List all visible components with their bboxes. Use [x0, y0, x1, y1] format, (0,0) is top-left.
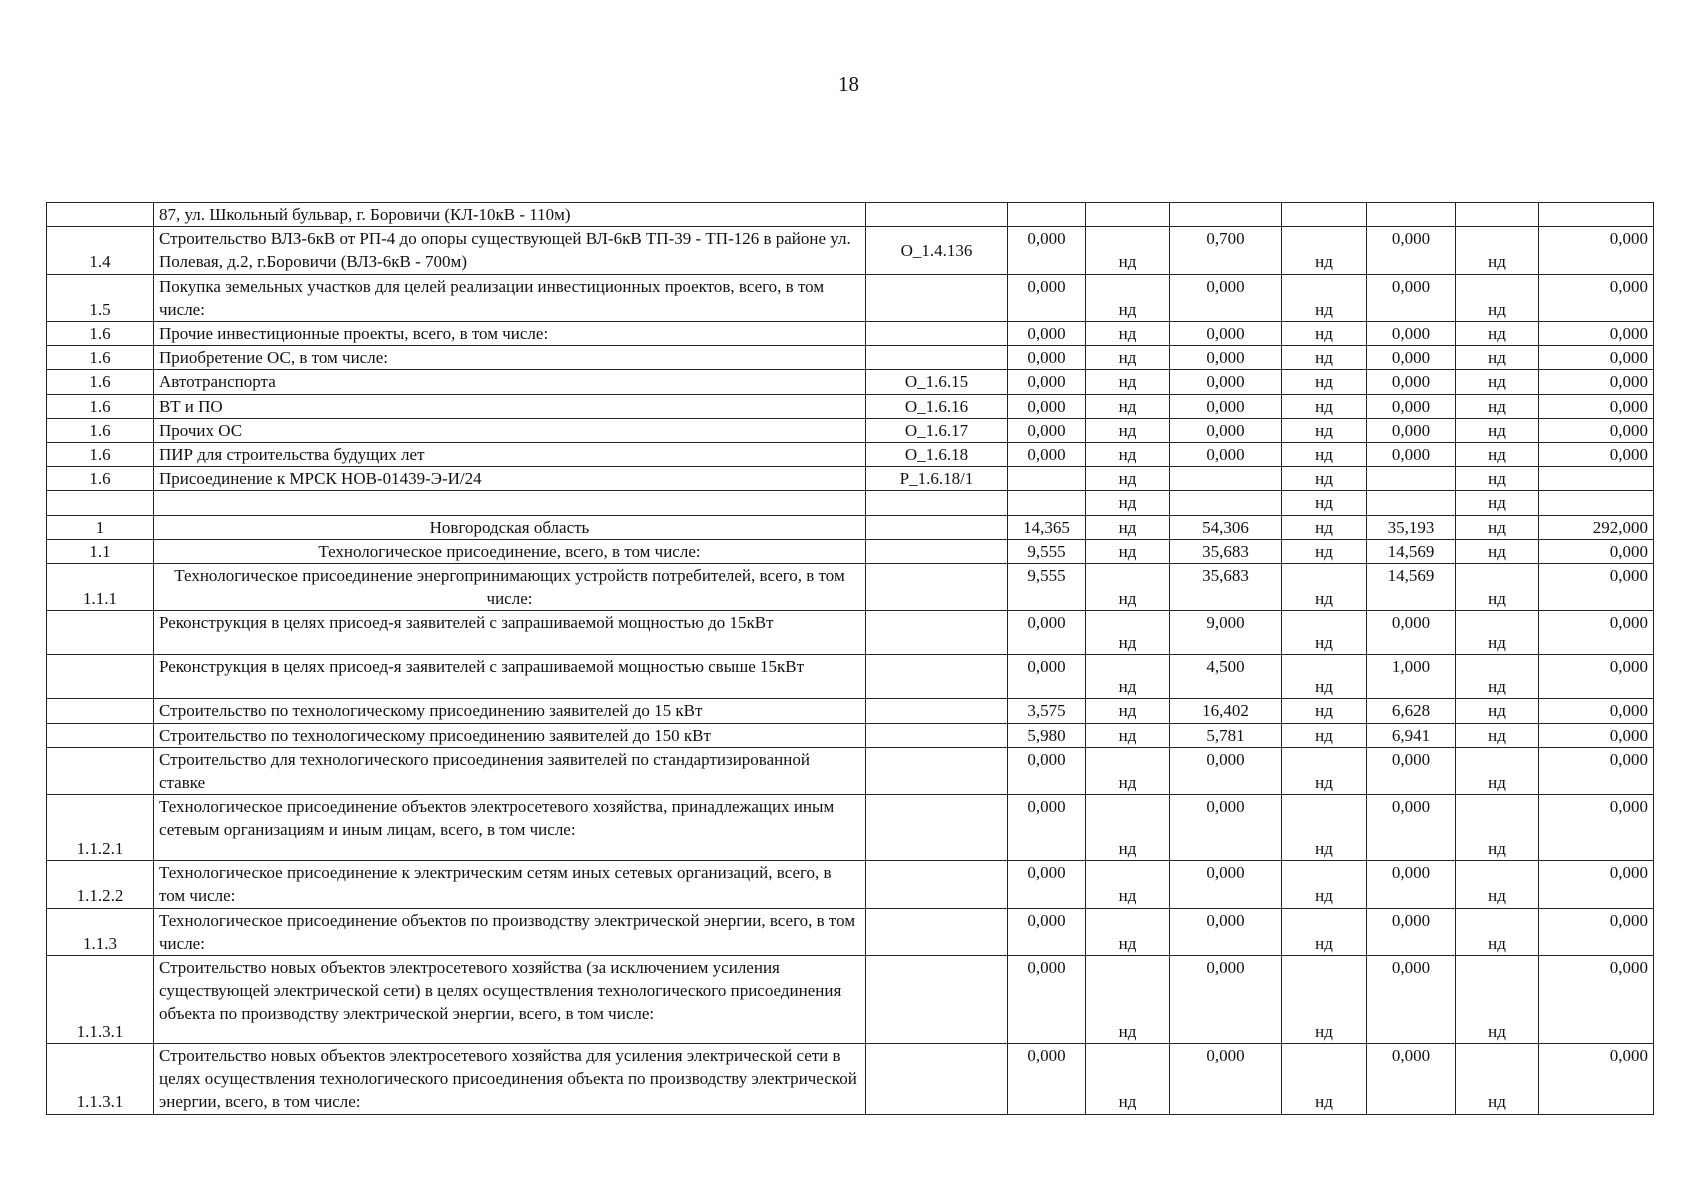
- value-cell-3: 1,000: [1367, 655, 1456, 699]
- value-cell-2: 5,781: [1170, 723, 1282, 747]
- row-code-cell: [866, 723, 1008, 747]
- value-cell-4: [1539, 467, 1654, 491]
- value-cell-2: 4,500: [1170, 655, 1282, 699]
- nd-cell-1: нд: [1086, 322, 1170, 346]
- value-cell-1: [1008, 467, 1086, 491]
- value-cell-4: [1539, 491, 1654, 515]
- row-number-cell: 1.6: [47, 346, 154, 370]
- table-row: [47, 346, 1654, 370]
- nd-cell-3: нд: [1456, 747, 1539, 794]
- nd-cell-3: нд: [1456, 539, 1539, 563]
- value-cell-2: 35,683: [1170, 539, 1282, 563]
- value-cell-3: 0,000: [1367, 795, 1456, 861]
- nd-cell-2: нд: [1282, 956, 1367, 1044]
- row-code-cell: О_1.6.18: [866, 443, 1008, 467]
- value-cell-2: 0,000: [1170, 908, 1282, 955]
- row-code-cell: [866, 539, 1008, 563]
- nd-cell-2: нд: [1282, 443, 1367, 467]
- row-code-cell: О_1.6.15: [866, 370, 1008, 394]
- value-cell-3: 0,000: [1367, 322, 1456, 346]
- nd-cell-1: нд: [1086, 699, 1170, 723]
- nd-cell-3: нд: [1456, 322, 1539, 346]
- row-name-cell: Строительство новых объектов электросетевого хозяйства (за исключением усиления существующей электрической сети) в целях осуществления технологического присоединения объекта по производству электрической энергии, всего, в том числе:: [154, 956, 866, 1044]
- nd-cell-2: нд: [1282, 908, 1367, 955]
- row-name-cell: Прочих ОС: [154, 418, 866, 442]
- value-cell-3: 0,000: [1367, 1044, 1456, 1115]
- row-name-cell: Присоединение к МРСК НОВ-01439-Э-И/24: [154, 467, 866, 491]
- nd-cell-2: нд: [1282, 274, 1367, 321]
- row-name-cell: Строительство по технологическому присоединению заявителей до 15 кВт: [154, 699, 866, 723]
- row-code-cell: [866, 346, 1008, 370]
- value-cell-2: 0,000: [1170, 747, 1282, 794]
- value-cell-1: 0,000: [1008, 655, 1086, 699]
- row-name-cell: Новгородская область: [154, 515, 866, 539]
- row-name-cell: Технологическое присоединение энергопринимающих устройств потребителей, всего, в том числе:: [154, 564, 866, 611]
- row-name-cell: ВТ и ПО: [154, 394, 866, 418]
- row-number-cell: [47, 747, 154, 794]
- value-cell-4: 0,000: [1539, 564, 1654, 611]
- row-name-cell: Строительство для технологического присоединения заявителей по стандартизированной ставке: [154, 747, 866, 794]
- row-name-cell: Строительство новых объектов электросетевого хозяйства для усиления электрической сети в целях осуществления технологического присоединения объекта по производству электрической энергии, всего, в том числе:: [154, 1044, 866, 1115]
- table-row: [47, 418, 1654, 442]
- value-cell-1: 0,000: [1008, 394, 1086, 418]
- table-row: [47, 227, 1654, 274]
- row-name-cell: Прочие инвестиционные проекты, всего, в том числе:: [154, 322, 866, 346]
- row-code-cell: [866, 322, 1008, 346]
- value-cell-3: 0,000: [1367, 418, 1456, 442]
- value-cell-3: 0,000: [1367, 861, 1456, 908]
- nd-cell-2: нд: [1282, 467, 1367, 491]
- row-code-cell: [866, 515, 1008, 539]
- row-number-cell: [47, 611, 154, 655]
- value-cell-2: 0,000: [1170, 346, 1282, 370]
- nd-cell-1: [1086, 203, 1170, 227]
- value-cell-1: [1008, 203, 1086, 227]
- row-code-cell: [866, 795, 1008, 861]
- value-cell-2: [1170, 467, 1282, 491]
- table-row: [47, 956, 1654, 1044]
- value-cell-4: 292,000: [1539, 515, 1654, 539]
- value-cell-2: 0,000: [1170, 795, 1282, 861]
- row-number-cell: 1.6: [47, 394, 154, 418]
- value-cell-4: 0,000: [1539, 394, 1654, 418]
- table-row: [47, 539, 1654, 563]
- value-cell-4: 0,000: [1539, 418, 1654, 442]
- row-code-cell: [866, 908, 1008, 955]
- table-row: [47, 795, 1654, 861]
- value-cell-2: 0,000: [1170, 322, 1282, 346]
- value-cell-4: [1539, 203, 1654, 227]
- nd-cell-1: нд: [1086, 564, 1170, 611]
- table-row: [47, 515, 1654, 539]
- value-cell-2: 9,000: [1170, 611, 1282, 655]
- value-cell-3: 0,000: [1367, 346, 1456, 370]
- row-name-cell: Технологическое присоединение к электрическим сетям иных сетевых организаций, всего, в том числе:: [154, 861, 866, 908]
- value-cell-4: 0,000: [1539, 1044, 1654, 1115]
- table-body: [47, 203, 1654, 1115]
- value-cell-2: 0,000: [1170, 418, 1282, 442]
- row-number-cell: 1.6: [47, 322, 154, 346]
- value-cell-3: 35,193: [1367, 515, 1456, 539]
- row-number-cell: 1.1.3.1: [47, 956, 154, 1044]
- row-name-cell: 87, ул. Школьный бульвар, г. Боровичи (КЛ-10кВ - 110м): [154, 203, 866, 227]
- value-cell-1: 0,000: [1008, 418, 1086, 442]
- table-row: [47, 723, 1654, 747]
- nd-cell-1: нд: [1086, 956, 1170, 1044]
- value-cell-2: [1170, 203, 1282, 227]
- nd-cell-1: нд: [1086, 723, 1170, 747]
- row-number-cell: 1.1.2.1: [47, 795, 154, 861]
- nd-cell-2: нд: [1282, 394, 1367, 418]
- row-number-cell: 1.1.1: [47, 564, 154, 611]
- value-cell-1: 9,555: [1008, 564, 1086, 611]
- value-cell-1: 0,000: [1008, 795, 1086, 861]
- nd-cell-3: нд: [1456, 795, 1539, 861]
- nd-cell-1: нд: [1086, 443, 1170, 467]
- value-cell-4: 0,000: [1539, 956, 1654, 1044]
- nd-cell-3: нд: [1456, 861, 1539, 908]
- row-number-cell: 1.6: [47, 443, 154, 467]
- value-cell-4: 0,000: [1539, 539, 1654, 563]
- nd-cell-1: нд: [1086, 861, 1170, 908]
- nd-cell-1: нд: [1086, 655, 1170, 699]
- nd-cell-1: нд: [1086, 467, 1170, 491]
- value-cell-3: 0,000: [1367, 370, 1456, 394]
- value-cell-2: 0,000: [1170, 443, 1282, 467]
- value-cell-2: 35,683: [1170, 564, 1282, 611]
- row-name-cell: Покупка земельных участков для целей реализации инвестиционных проектов, всего, в том числе:: [154, 274, 866, 321]
- value-cell-3: [1367, 491, 1456, 515]
- value-cell-1: 5,980: [1008, 723, 1086, 747]
- value-cell-1: 14,365: [1008, 515, 1086, 539]
- table-row: [47, 274, 1654, 321]
- value-cell-2: 0,000: [1170, 861, 1282, 908]
- value-cell-1: 0,000: [1008, 1044, 1086, 1115]
- nd-cell-1: нд: [1086, 539, 1170, 563]
- nd-cell-1: нд: [1086, 274, 1170, 321]
- value-cell-4: 0,000: [1539, 861, 1654, 908]
- table-row: [47, 699, 1654, 723]
- row-number-cell: [47, 723, 154, 747]
- table-row: [47, 443, 1654, 467]
- nd-cell-3: нд: [1456, 655, 1539, 699]
- row-number-cell: 1.1: [47, 539, 154, 563]
- row-code-cell: О_1.4.136: [866, 227, 1008, 274]
- nd-cell-2: нд: [1282, 564, 1367, 611]
- value-cell-1: 0,000: [1008, 227, 1086, 274]
- row-code-cell: О_1.6.17: [866, 418, 1008, 442]
- value-cell-4: 0,000: [1539, 723, 1654, 747]
- row-number-cell: 1.6: [47, 370, 154, 394]
- nd-cell-2: нд: [1282, 747, 1367, 794]
- value-cell-4: 0,000: [1539, 346, 1654, 370]
- nd-cell-2: нд: [1282, 1044, 1367, 1115]
- row-code-cell: [866, 564, 1008, 611]
- row-name-cell: Технологическое присоединение, всего, в том числе:: [154, 539, 866, 563]
- nd-cell-3: нд: [1456, 394, 1539, 418]
- nd-cell-3: нд: [1456, 908, 1539, 955]
- value-cell-3: 0,000: [1367, 908, 1456, 955]
- value-cell-1: 0,000: [1008, 747, 1086, 794]
- table-row: [47, 1044, 1654, 1115]
- value-cell-1: 0,000: [1008, 322, 1086, 346]
- row-code-cell: [866, 956, 1008, 1044]
- row-name-cell: Технологическое присоединение объектов электросетевого хозяйства, принадлежащих иным сетевым организациям и иным лицам, всего, в том числе:: [154, 795, 866, 861]
- value-cell-2: 0,000: [1170, 394, 1282, 418]
- row-number-cell: [47, 699, 154, 723]
- table-row: [47, 203, 1654, 227]
- nd-cell-1: нд: [1086, 491, 1170, 515]
- value-cell-2: [1170, 491, 1282, 515]
- row-number-cell: 1.6: [47, 418, 154, 442]
- value-cell-1: 0,000: [1008, 861, 1086, 908]
- value-cell-4: 0,000: [1539, 322, 1654, 346]
- row-code-cell: [866, 1044, 1008, 1115]
- table-row: [47, 467, 1654, 491]
- value-cell-3: 0,000: [1367, 956, 1456, 1044]
- value-cell-1: 0,000: [1008, 611, 1086, 655]
- table-row: [47, 564, 1654, 611]
- table-row: [47, 322, 1654, 346]
- value-cell-2: 0,000: [1170, 1044, 1282, 1115]
- nd-cell-1: нд: [1086, 611, 1170, 655]
- page-number: 18: [838, 72, 859, 96]
- nd-cell-3: нд: [1456, 418, 1539, 442]
- nd-cell-1: нд: [1086, 370, 1170, 394]
- row-code-cell: [866, 611, 1008, 655]
- row-code-cell: Р_1.6.18/1: [866, 467, 1008, 491]
- value-cell-3: 0,000: [1367, 227, 1456, 274]
- row-number-cell: 1.4: [47, 227, 154, 274]
- value-cell-2: 54,306: [1170, 515, 1282, 539]
- row-code-cell: [866, 491, 1008, 515]
- value-cell-1: [1008, 491, 1086, 515]
- nd-cell-1: нд: [1086, 515, 1170, 539]
- value-cell-3: 6,941: [1367, 723, 1456, 747]
- row-number-cell: 1: [47, 515, 154, 539]
- table-row: [47, 908, 1654, 955]
- nd-cell-3: нд: [1456, 227, 1539, 274]
- table-row: [47, 611, 1654, 655]
- nd-cell-3: нд: [1456, 1044, 1539, 1115]
- nd-cell-2: нд: [1282, 322, 1367, 346]
- nd-cell-2: нд: [1282, 370, 1367, 394]
- nd-cell-2: нд: [1282, 611, 1367, 655]
- nd-cell-3: нд: [1456, 515, 1539, 539]
- row-number-cell: [47, 655, 154, 699]
- row-code-cell: [866, 861, 1008, 908]
- value-cell-3: 0,000: [1367, 394, 1456, 418]
- value-cell-1: 0,000: [1008, 443, 1086, 467]
- nd-cell-3: нд: [1456, 564, 1539, 611]
- row-name-cell: Строительство по технологическому присоединению заявителей до 150 кВт: [154, 723, 866, 747]
- row-code-cell: [866, 699, 1008, 723]
- row-number-cell: [47, 491, 154, 515]
- nd-cell-2: нд: [1282, 699, 1367, 723]
- row-name-cell: Приобретение ОС, в том числе:: [154, 346, 866, 370]
- nd-cell-3: нд: [1456, 723, 1539, 747]
- value-cell-4: 0,000: [1539, 611, 1654, 655]
- nd-cell-2: [1282, 203, 1367, 227]
- value-cell-1: 9,555: [1008, 539, 1086, 563]
- row-number-cell: 1.1.3: [47, 908, 154, 955]
- table-row: [47, 861, 1654, 908]
- value-cell-3: [1367, 203, 1456, 227]
- row-number-cell: 1.1.3.1: [47, 1044, 154, 1115]
- value-cell-3: 6,628: [1367, 699, 1456, 723]
- value-cell-4: 0,000: [1539, 370, 1654, 394]
- nd-cell-3: нд: [1456, 699, 1539, 723]
- value-cell-1: 0,000: [1008, 346, 1086, 370]
- nd-cell-2: нд: [1282, 723, 1367, 747]
- nd-cell-1: нд: [1086, 908, 1170, 955]
- value-cell-4: 0,000: [1539, 795, 1654, 861]
- nd-cell-3: [1456, 203, 1539, 227]
- nd-cell-1: нд: [1086, 795, 1170, 861]
- nd-cell-2: нд: [1282, 655, 1367, 699]
- value-cell-3: [1367, 467, 1456, 491]
- nd-cell-1: нд: [1086, 227, 1170, 274]
- value-cell-4: 0,000: [1539, 274, 1654, 321]
- table-row: [47, 370, 1654, 394]
- nd-cell-2: нд: [1282, 346, 1367, 370]
- nd-cell-1: нд: [1086, 747, 1170, 794]
- value-cell-1: 0,000: [1008, 956, 1086, 1044]
- value-cell-4: 0,000: [1539, 443, 1654, 467]
- value-cell-2: 0,000: [1170, 370, 1282, 394]
- value-cell-2: 0,000: [1170, 274, 1282, 321]
- value-cell-4: 0,000: [1539, 699, 1654, 723]
- row-name-cell: Технологическое присоединение объектов по производству электрической энергии, всего, в том числе:: [154, 908, 866, 955]
- value-cell-3: 0,000: [1367, 443, 1456, 467]
- nd-cell-1: нд: [1086, 346, 1170, 370]
- row-number-cell: 1.1.2.2: [47, 861, 154, 908]
- row-name-cell: Реконструкция в целях присоед-я заявителей с запрашиваемой мощностью свыше 15кВт: [154, 655, 866, 699]
- nd-cell-3: нд: [1456, 346, 1539, 370]
- value-cell-3: 14,569: [1367, 539, 1456, 563]
- nd-cell-1: нд: [1086, 1044, 1170, 1115]
- nd-cell-1: нд: [1086, 418, 1170, 442]
- row-code-cell: [866, 274, 1008, 321]
- row-code-cell: [866, 747, 1008, 794]
- value-cell-2: 16,402: [1170, 699, 1282, 723]
- value-cell-3: 0,000: [1367, 747, 1456, 794]
- row-name-cell: Строительство ВЛЗ-6кВ от РП-4 до опоры существующей ВЛ-6кВ ТП-39 - ТП-126 в районе ул. Полевая, д.2, г.Боровичи (ВЛЗ-6кВ - 700м): [154, 227, 866, 274]
- row-number-cell: [47, 203, 154, 227]
- value-cell-1: 0,000: [1008, 370, 1086, 394]
- nd-cell-1: нд: [1086, 394, 1170, 418]
- nd-cell-2: нд: [1282, 795, 1367, 861]
- nd-cell-2: нд: [1282, 227, 1367, 274]
- row-number-cell: 1.6: [47, 467, 154, 491]
- nd-cell-3: нд: [1456, 611, 1539, 655]
- row-name-cell: Реконструкция в целях присоед-я заявителей с запрашиваемой мощностью до 15кВт: [154, 611, 866, 655]
- row-name-cell: [154, 491, 866, 515]
- nd-cell-2: нд: [1282, 418, 1367, 442]
- value-cell-4: 0,000: [1539, 655, 1654, 699]
- row-code-cell: [866, 655, 1008, 699]
- value-cell-4: 0,000: [1539, 747, 1654, 794]
- table-row: [47, 655, 1654, 699]
- table-row: [47, 394, 1654, 418]
- value-cell-1: 0,000: [1008, 908, 1086, 955]
- investment-table: [46, 202, 1654, 1115]
- value-cell-4: 0,000: [1539, 227, 1654, 274]
- nd-cell-2: нд: [1282, 515, 1367, 539]
- row-name-cell: ПИР для строительства будущих лет: [154, 443, 866, 467]
- nd-cell-3: нд: [1456, 491, 1539, 515]
- value-cell-3: 0,000: [1367, 274, 1456, 321]
- value-cell-3: 0,000: [1367, 611, 1456, 655]
- nd-cell-2: нд: [1282, 539, 1367, 563]
- table-row: [47, 747, 1654, 794]
- nd-cell-2: нд: [1282, 861, 1367, 908]
- nd-cell-3: нд: [1456, 274, 1539, 321]
- value-cell-1: 3,575: [1008, 699, 1086, 723]
- table-row: [47, 491, 1654, 515]
- nd-cell-3: нд: [1456, 443, 1539, 467]
- nd-cell-2: нд: [1282, 491, 1367, 515]
- nd-cell-3: нд: [1456, 956, 1539, 1044]
- row-number-cell: 1.5: [47, 274, 154, 321]
- row-code-cell: О_1.6.16: [866, 394, 1008, 418]
- row-name-cell: Автотранспорта: [154, 370, 866, 394]
- value-cell-3: 14,569: [1367, 564, 1456, 611]
- nd-cell-3: нд: [1456, 370, 1539, 394]
- value-cell-4: 0,000: [1539, 908, 1654, 955]
- row-code-cell: [866, 203, 1008, 227]
- value-cell-1: 0,000: [1008, 274, 1086, 321]
- value-cell-2: 0,000: [1170, 956, 1282, 1044]
- value-cell-2: 0,700: [1170, 227, 1282, 274]
- nd-cell-3: нд: [1456, 467, 1539, 491]
